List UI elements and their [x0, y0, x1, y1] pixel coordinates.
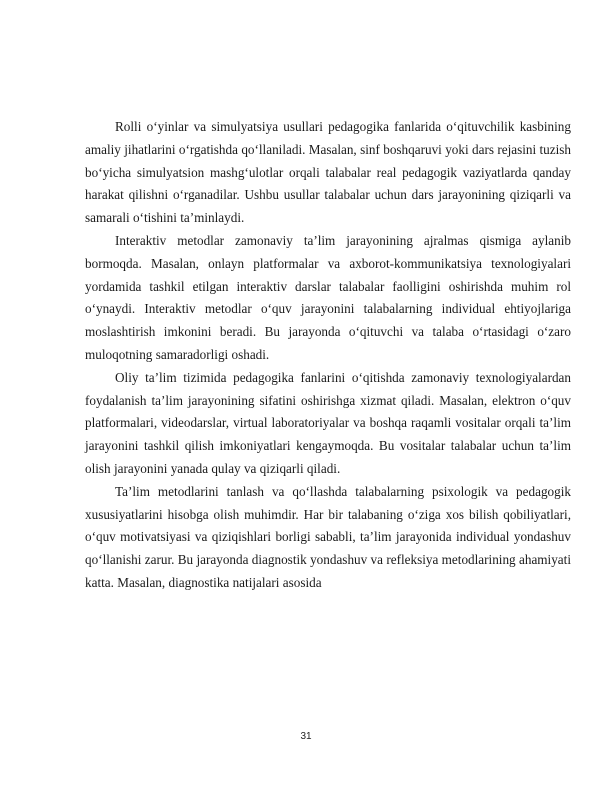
paragraph-role-play-simulation: Rolli o‘yinlar va simulyatsiya usullari pedagogika fanlarida o‘qituvchilik kasbining amaliy jihatlarini o‘rgatishda qo‘llaniladi. Masalan, sinf boshqaruvi yoki dars rejasini tuzish bo‘yicha simulyatsion mashg‘ulotlar orqali talabalar real pedagogik vaziyatlarda qanday harakat qilishni o‘rganadilar. Ushbu usullar talabalar uchun dars jarayonining qiziqarli va samarali o‘tishini ta’minlaydi.: [85, 119, 571, 226]
paragraph-interactive-methods: Interaktiv metodlar zamonaviy ta’lim jarayonining ajralmas qismiga aylanib bormoqda. Masalan, onlayn platformalar va axborot-kommunikatsiya texnologiyalari yordamida tashkil etilgan interaktiv darslar talabalar faolligini oshirishda muhim rol o‘ynaydi. Interaktiv metodlar o‘quv jarayonini talabalarning individual ehtiyojlariga moslashtirish imkonini beradi. Bu jarayonda o‘qituvchi va talaba o‘rtasidagi o‘zaro muloqotning samaradorligi oshadi.: [85, 232, 571, 362]
document-body: [85, 116, 571, 595]
paragraph-modern-technologies: Oliy ta’lim tizimida pedagogika fanlarini o‘qitishda zamonaviy texnologiyalardan foydalanish ta’lim jarayonining sifatini oshirishga xizmat qiladi. Masalan, elektron o‘quv platformalari, videodarslar, virtual laboratoriyalar va boshqa raqamli vositalar orqali ta’lim jarayonini tashkil qilish imkoniyatlari kengaymoqda. Bu vositalar talabalar uchun ta’lim olish jarayonini yanada qulay va qiziqarli qiladi.: [85, 369, 571, 476]
paragraph-teaching-methods-selection: Ta’lim metodlarini tanlash va qo‘llashda talabalarning psixologik va pedagogik xususiyatlarini hisobga olish muhimdir. Har bir talabaning o‘ziga xos bilish qobiliyatlari, o‘quv motivatsiyasi va qiziqishlari borligi sababli, ta’lim jarayonida individual yondashuv qo‘llanishi zarur. Bu jarayonda diagnostik yondashuv va refleksiya metodlarining ahamiyati katta. Masalan, diagnostika natijalari asosida: [85, 483, 571, 590]
page-number: 31: [300, 731, 312, 742]
